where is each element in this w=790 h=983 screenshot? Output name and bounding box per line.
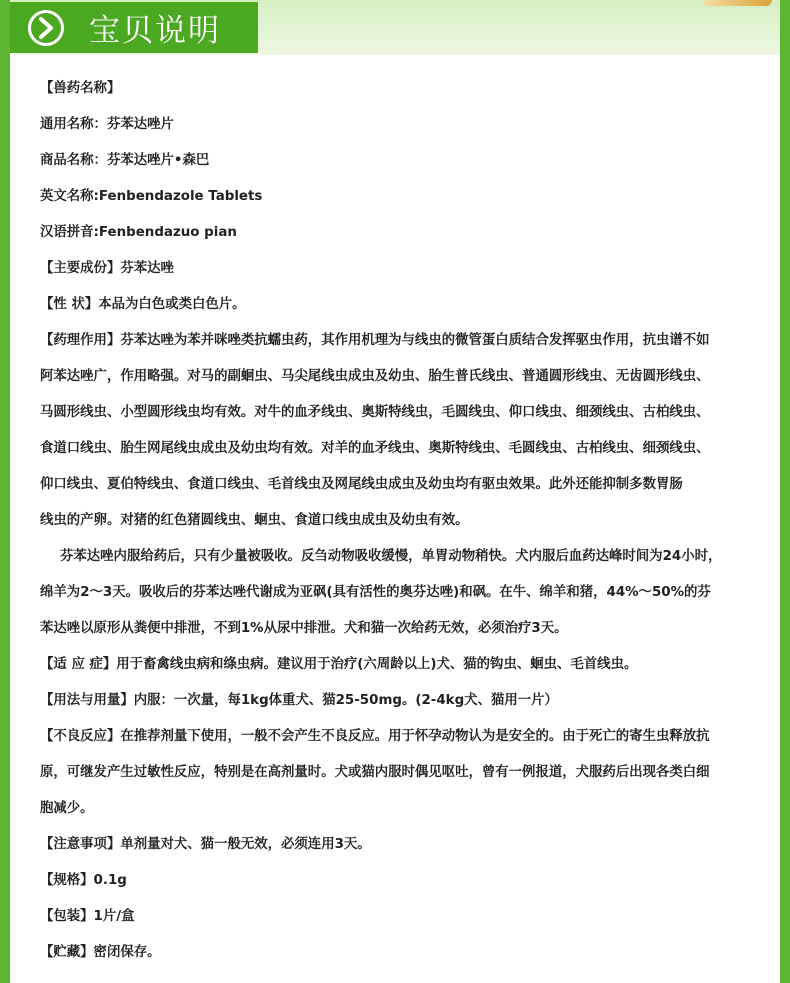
- pinyin-name: 汉语拼音:Fenbendazuo pian: [40, 225, 237, 240]
- adverse-reactions-line: 胞减少。: [40, 801, 94, 816]
- pharmacology-line: 【药理作用】芬苯达唑为苯并咪唑类抗蠕虫药，其作用机理为与线虫的微管蛋白质结合发挥驱虫作用，抗虫谱不如: [40, 333, 710, 348]
- left-border: [0, 0, 10, 983]
- pharmacokinetics-line: 苯达唑以原形从粪便中排泄，不到1%从尿中排泄。犬和猫一次给药无效，必须治疗3天。: [40, 621, 568, 636]
- adverse-reactions-line: 原，可继发产生过敏性反应，特别是在高剂量时。犬或猫内服时偶见呕吐，曾有一例报道，犬服药后出现各类白细: [40, 765, 710, 780]
- pharmacology-line: 马圆形线虫、小型圆形线虫均有效。对牛的血矛线虫、奥斯特线虫，毛圆线虫、仰口线虫、细颈线虫、古柏线虫、: [40, 405, 710, 420]
- brand-name: 商品名称：芬苯达唑片•森巴: [40, 153, 210, 168]
- packaging: 【包装】1片/盒: [40, 909, 135, 924]
- decorative-accent: [702, 0, 772, 6]
- pharmacology-line: 阿苯达唑广，作用略强。对马的副蛔虫、马尖尾线虫成虫及幼虫、胎生普氏线虫、普通圆形线虫、无齿圆形线虫、: [40, 369, 710, 384]
- indications: 【适 应 症】用于畜禽线虫病和绦虫病。建议用于治疗(六周龄以上)犬、猫的钩虫、蛔虫、毛首线虫。: [40, 657, 638, 672]
- section-header: [10, 2, 258, 53]
- generic-name: 通用名称：芬苯达唑片: [40, 117, 174, 132]
- section-title: 宝贝说明: [89, 13, 221, 49]
- specification: 【规格】0.1g: [40, 873, 127, 888]
- pharmacology-line: 线虫的产卵。对猪的红色猪圆线虫、蛔虫、食道口线虫成虫及幼虫有效。: [40, 513, 469, 528]
- pharmacology-line: 仰口线虫、夏伯特线虫、食道口线虫、毛首线虫及网尾线虫成虫及幼虫均有驱虫效果。此外还能抑制多数胃肠: [40, 477, 683, 492]
- product-description: [40, 71, 755, 971]
- adverse-reactions-line: 【不良反应】在推荐剂量下使用，一般不会产生不良反应。用于怀孕动物认为是安全的。由于死亡的寄生虫释放抗: [40, 729, 710, 744]
- pharmacokinetics-line: 芬苯达唑内服给药后，只有少量被吸收。反刍动物吸收缓慢，单胃动物稍快。犬内服后血药达峰时间为24小时，: [60, 549, 722, 564]
- storage: 【贮藏】密闭保存。: [40, 945, 161, 960]
- right-border: [780, 0, 790, 983]
- appearance: 【性 状】本品为白色或类白色片。: [40, 297, 246, 312]
- chevron-right-circle-icon: [27, 9, 65, 47]
- precautions: 【注意事项】单剂量对犬、猫一般无效，必须连用3天。: [40, 837, 371, 852]
- dosage: 【用法与用量】内服：一次量，每1kg体重犬、猫25-50mg。(2-4kg犬、猫用一片）: [40, 693, 558, 708]
- pharmacokinetics-line: 绵羊为2～3天。吸收后的芬苯达唑代谢成为亚砜(具有活性的奥芬达唑)和砜。在牛、绵羊和猪，44%～50%的芬: [40, 585, 711, 600]
- vet-drug-name-heading: 【兽药名称】: [40, 81, 121, 96]
- english-name: 英文名称:Fenbendazole Tablets: [40, 189, 263, 204]
- main-ingredient: 【主要成份】芬苯达唑: [40, 261, 174, 276]
- pharmacology-line: 食道口线虫、胎生网尾线虫成虫及幼虫均有效。对羊的血矛线虫、奥斯特线虫、毛圆线虫、古柏线虫、细颈线虫、: [40, 441, 710, 456]
